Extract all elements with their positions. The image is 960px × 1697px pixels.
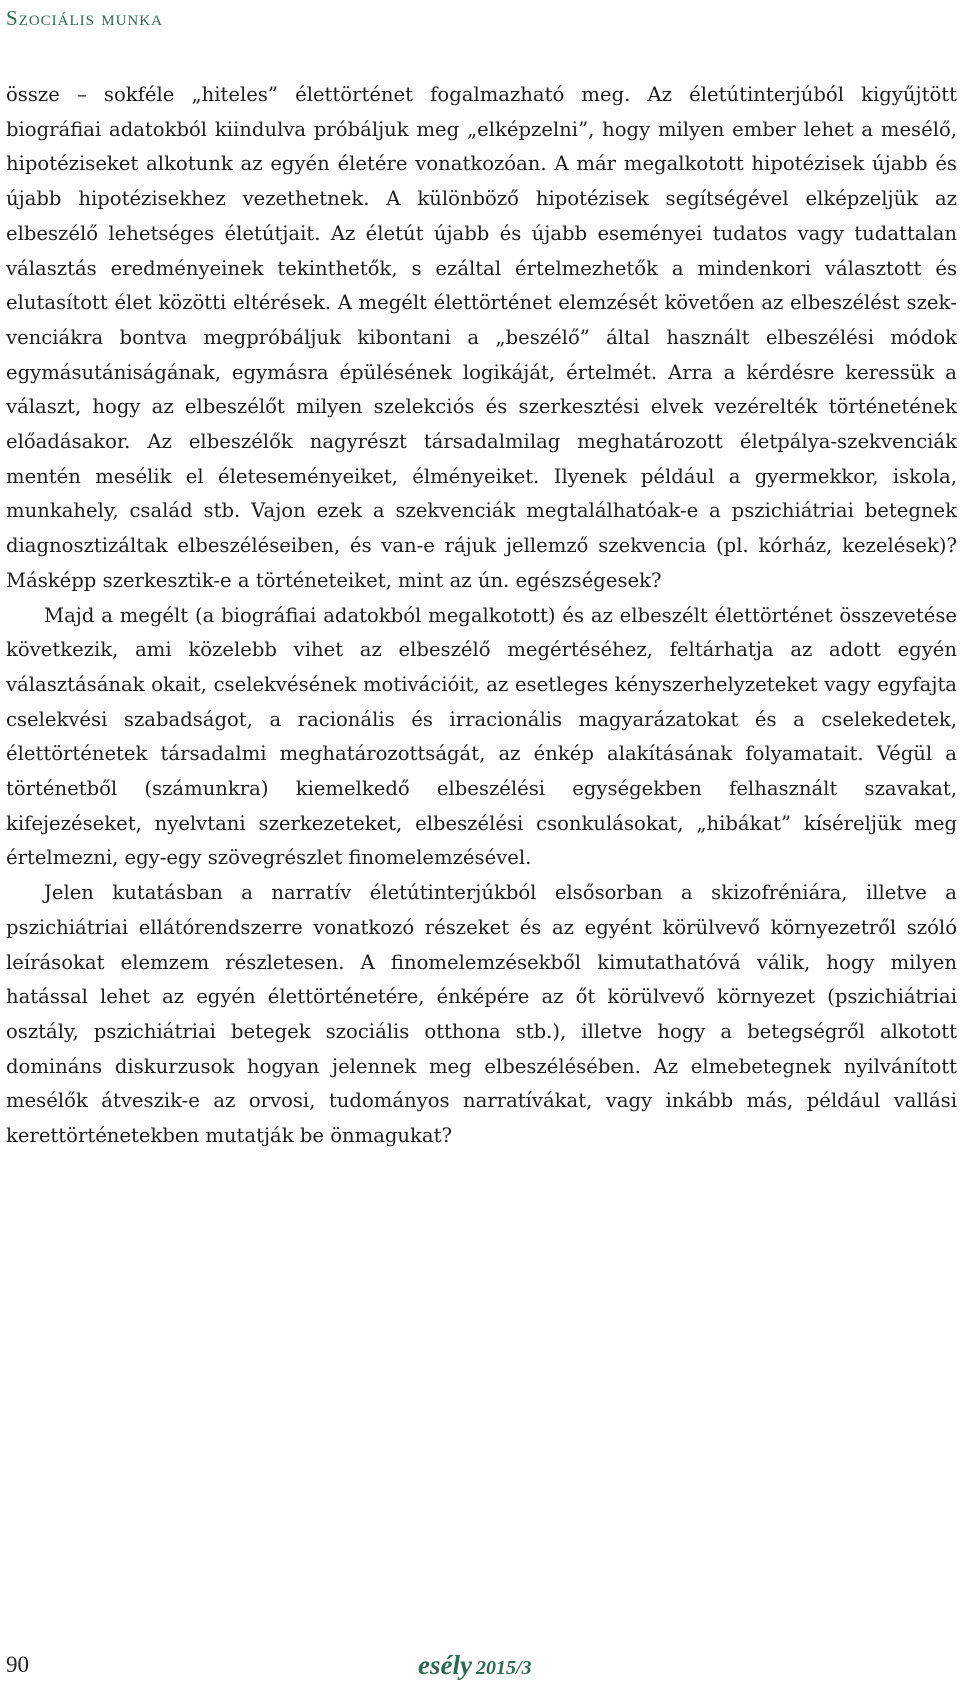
journal-issue: 2015/3 <box>475 1657 532 1679</box>
paragraph-1: össze – sokféle „hiteles” élettörténet fogalmazható meg. Az életútinterjúból kigyűjtött biográfiai adatokból kiindulva próbáljuk meg „elképzelni”, hogy milyen ember lehet a mesélő, hipotéziseket alkotunk az egyén életére vonatkozóan. A már megalkotott hipotézisek újabb és újabb hipotézisekhez vezethetnek. A különböző hipotézisek segítségével elképzeljük az elbeszélő lehetséges életútjait. Az életút újabb és újabb eseményei tudatos vagy tudattalan választás eredményeinek tekinthetők, s ezáltal értelmezhetők a mindenkori választott és elutasított élet közötti eltérések. A megélt élettörténet elemzését követően az elbeszélést szekvenciákra bontva megpróbáljuk kibontani a „beszélő” által használt elbeszélési módok egymásutániságának, egymásra épülésének logikáját, értelmét. Arra a kérdésre keressük a választ, hogy az elbeszélőt milyen szelekciós és szerkesztési elvek vezérelték történetének előadásakor. Az elbeszélők nagyrészt társadalmilag meghatározott életpálya-szekvenciák mentén mesélik el életeseményeiket, élményeiket. Ilyenek például a gyermekkor, iskola, munkahely, család stb. Vajon ezek a szekvenciák megtalálhatóak-e a pszichiátriai betegnek diagnosztizáltak elbeszéléseiben, és van-e rájuk jellemző szekvencia (pl. kórház, kezelések)? Másképp szerkesztik-e a történeteiket, mint az ún. egészségesek? <box>6 83 957 592</box>
paragraph-3: Jelen kutatásban a narratív életútinterjúkból elsősorban a skizofréniára, illetve a pszichiátriai ellátórendszerre vonatkozó részeket és az egyént körülvevő környezetről szóló leírásokat elemzem részletesen. A finomelemzésekből kimutathatóvá válik, hogy milyen hatással lehet az egyén élettörténetére, énképére az őt körülvevő környezet (pszichiátriai osztály, pszichiátriai betegek szociális otthona stb.), illetve hogy a betegségről alkotott domináns diskurzusok hogyan jelennek meg elbeszélésében. Az elmebetegnek nyilvánított mesélők átveszik-e az orvosi, tudományos narratívákat, vagy inkább más, például vallási kerettörténetekben mutatják be önmagukat? <box>6 881 957 1148</box>
running-head: Szociális munka <box>6 6 163 30</box>
journal-footer <box>418 1650 532 1681</box>
paragraph-2: Majd a megélt (a biográfiai adatokból megalkotott) és az elbeszélt élettörténet összevetése következik, ami közelebb vihet az elbeszélő megértéséhez, feltárhatja az adott egyén választásának okait, cselekvésének motivációit, az esetleges kényszerhelyzeteket vagy egyfajta cselekvési szabadságot, a racionális és irracionális magyarázatokat és a cselekedetek, élettörténetek társadalmi meghatározottságát, az énkép alakításának folyamatait. Végül a történetből (számunkra) kiemelkedő elbeszélési egységekben felhasznált szavakat, kifejezéseket, nyelvtani szerkezeteket, elbeszélési csonkulásokat, „hibákat” kíséreljük meg értelmezni, egy-egy szövegrészlet finomelemzésével. <box>6 603 957 870</box>
journal-name: esély <box>418 1650 472 1680</box>
page-number: 90 <box>6 1652 29 1677</box>
article-body <box>6 78 957 1154</box>
